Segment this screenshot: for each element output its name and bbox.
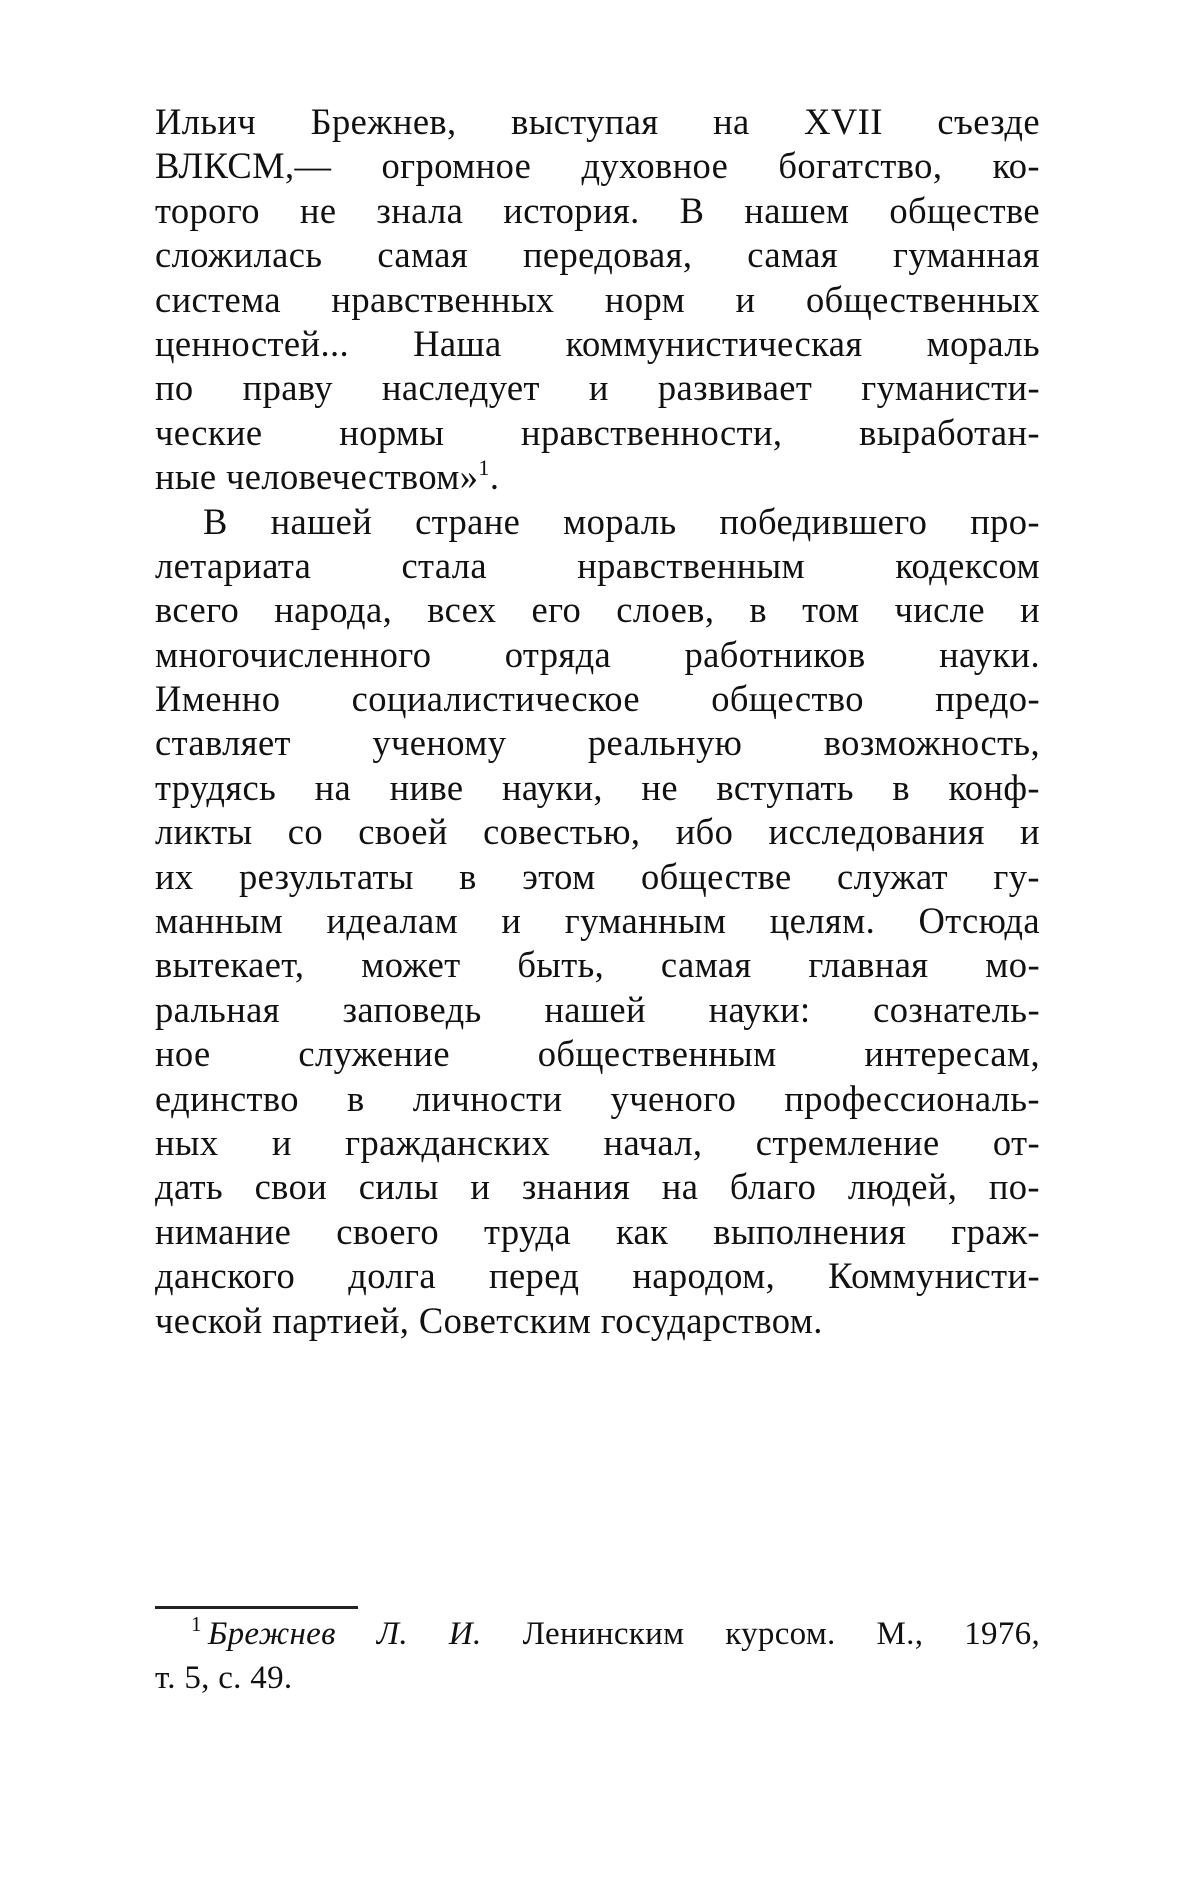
footnote-text: Ленинским курсом. М., 1976,: [522, 1616, 1040, 1652]
text-line: ральная заповедь нашей науки: сознатель-: [155, 988, 1040, 1030]
text-punctuation: .: [489, 456, 500, 498]
text-line: многочисленного отряда работников науки.: [155, 633, 1040, 675]
text-line-with-footnote: [155, 455, 1040, 499]
text-line: Ильич Брежнев, выступая на XVII съезде: [155, 101, 1040, 142]
text-line: летариата стала нравственным кодексом: [155, 544, 1040, 586]
text-line: единство в личности ученого профессиональ-: [155, 1077, 1040, 1119]
text-line: ное служение общественным интересам,: [155, 1033, 1040, 1075]
text-line: ные человечеством»: [155, 456, 479, 498]
text-line: данского долга перед народом, Коммунисти-: [155, 1255, 1040, 1297]
text-line: ВЛКСМ,— огромное духовное богатство, ко-: [155, 145, 1040, 187]
text-line: Именно социалистическое общество предо-: [155, 678, 1040, 720]
text-line: их результаты в этом обществе служат гу-: [155, 855, 1040, 897]
text-line: по праву наследует и развивает гуманисти-: [155, 367, 1040, 409]
footnote-reference[interactable]: 1: [478, 455, 490, 481]
text-line: ликты со своей совестью, ибо исследования и: [155, 811, 1040, 853]
footnote-line: [155, 1612, 1040, 1656]
text-line: трудясь на ниве науки, не вступать в конф-: [155, 766, 1040, 808]
text-line: нимание своего труда как выполнения граж-: [155, 1210, 1040, 1252]
text-line: всего народа, всех его слоев, в том числе и: [155, 589, 1040, 631]
text-line: ных и гражданских начал, стремление от-: [155, 1121, 1040, 1163]
text-line: вытекает, может быть, самая главная мо-: [155, 944, 1040, 986]
footnote-line: т. 5, с. 49.: [155, 1660, 293, 1697]
text-line: манным идеалам и гуманным целям. Отсюда: [155, 900, 1040, 942]
footnote-divider: [155, 1606, 358, 1609]
text-line: ценностей... Наша коммунистическая мораль: [155, 322, 1040, 364]
text-line: система нравственных норм и общественных: [155, 278, 1040, 320]
footnote-mark: 1: [191, 1612, 202, 1636]
text-line: В нашей стране мораль победившего про-: [203, 500, 1040, 542]
main-text: [155, 100, 1040, 1343]
footnote-author: Брежнев Л. И.: [207, 1616, 482, 1652]
text-line: дать свои силы и знания на благо людей, по-: [155, 1166, 1040, 1208]
text-line: ческие нормы нравственности, выработан-: [155, 411, 1040, 453]
text-line: ческой партией, Советским государством.: [155, 1299, 823, 1341]
text-line: сложилась самая передовая, самая гуманная: [155, 234, 1040, 276]
text-line: ставляет ученому реальную возможность,: [155, 722, 1040, 764]
footnote: [155, 1612, 1040, 1701]
text-line: торого не знала история. В нашем обществе: [155, 189, 1040, 231]
